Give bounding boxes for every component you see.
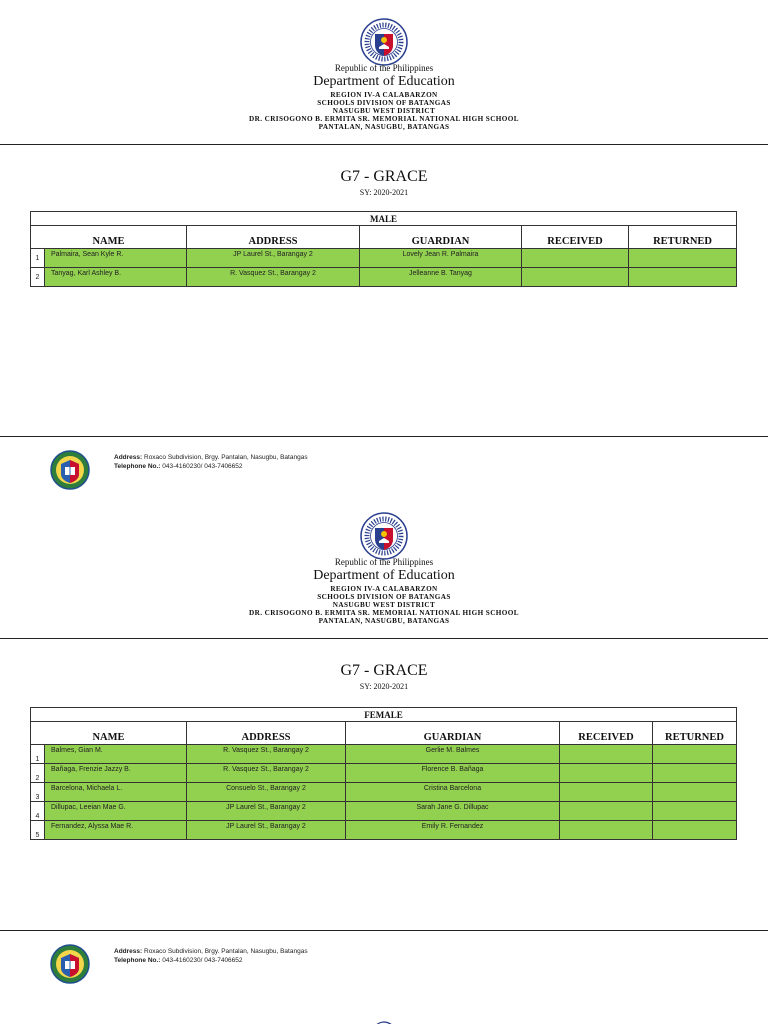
- guardian-name: Cristina Barcelona: [346, 783, 560, 802]
- section-title: G7 - GRACE: [340, 168, 428, 185]
- student-address: Consuelo St., Barangay 2: [187, 783, 346, 802]
- school-year: SY: 2020-2021: [359, 188, 409, 197]
- roster-page-male: [0, 0, 768, 500]
- row-number: 2: [31, 764, 45, 783]
- footer-address-text: Roxaco Subdivision, Brgy. Pantalan, Nasugbu, Batangas: [144, 454, 308, 461]
- header-divider: [0, 638, 768, 639]
- footer-address: [114, 454, 308, 461]
- table-row: [31, 745, 737, 764]
- next-page-seal-icon: [369, 1018, 399, 1024]
- table-row: [31, 268, 737, 287]
- guardian-name: Emily R. Fernandez: [346, 821, 560, 840]
- returned-cell: [653, 821, 737, 840]
- received-cell: [522, 268, 629, 287]
- student-name: Barcelona, Michaela L.: [45, 783, 187, 802]
- returned-cell: [653, 802, 737, 821]
- division-line: SCHOOLS DIVISION OF BATANGAS: [317, 593, 451, 601]
- male-roster-table: [30, 211, 737, 287]
- column-header-guardian: GUARDIAN: [360, 226, 522, 249]
- deped-seal-icon: [360, 18, 408, 66]
- section-title: G7 - GRACE: [340, 662, 428, 679]
- footer-address-label: Address:: [114, 454, 143, 461]
- school-line: DR. CRISOGONO B. ERMITA SR. MEMORIAL NATIONAL HIGH SCHOOL: [249, 115, 519, 123]
- division-line: SCHOOLS DIVISION OF BATANGAS: [317, 99, 451, 107]
- region-line: REGION IV-A CALABARZON: [330, 585, 438, 593]
- column-header-received: RECEIVED: [522, 226, 629, 249]
- guardian-name: Sarah Jane G. Dillupac: [346, 802, 560, 821]
- guardian-name: Florence B. Bañaga: [346, 764, 560, 783]
- department-line: Department of Education: [313, 74, 455, 89]
- footer-telephone: [114, 957, 243, 964]
- returned-cell: [653, 783, 737, 802]
- table-row: [31, 783, 737, 802]
- column-header-guardian: GUARDIAN: [346, 722, 560, 745]
- school-line: DR. CRISOGONO B. ERMITA SR. MEMORIAL NATIONAL HIGH SCHOOL: [249, 609, 519, 617]
- footer-divider: [0, 930, 768, 931]
- student-address: R. Vasquez St., Barangay 2: [187, 764, 346, 783]
- region-line: REGION IV-A CALABARZON: [330, 91, 438, 99]
- republic-line: Republic of the Philippines: [334, 557, 434, 567]
- location-line: PANTALAN, NASUGBU, BATANGAS: [318, 617, 450, 625]
- guardian-name: Jelleanne B. Tanyag: [360, 268, 522, 287]
- district-line: NASUGBU WEST DISTRICT: [332, 601, 436, 609]
- guardian-name: Gerlie M. Balmes: [346, 745, 560, 764]
- student-address: JP Laurel St., Barangay 2: [187, 802, 346, 821]
- column-header-received: RECEIVED: [560, 722, 653, 745]
- female-roster-table: [30, 707, 737, 840]
- returned-cell: [653, 745, 737, 764]
- student-name: Fernandez, Alyssa Mae R.: [45, 821, 187, 840]
- footer-address: [114, 948, 308, 955]
- column-header-returned: RETURNED: [653, 722, 737, 745]
- row-number: 4: [31, 802, 45, 821]
- received-cell: [560, 764, 653, 783]
- received-cell: [522, 249, 629, 268]
- column-header-address: ADDRESS: [187, 226, 360, 249]
- table-row: [31, 802, 737, 821]
- student-address: R. Vasquez St., Barangay 2: [187, 268, 360, 287]
- table-row: [31, 764, 737, 783]
- school-year: SY: 2020-2021: [359, 682, 409, 691]
- student-name: Tanyag, Karl Ashley B.: [45, 268, 187, 287]
- school-logo-icon: [50, 450, 90, 490]
- returned-cell: [629, 249, 737, 268]
- returned-cell: [629, 268, 737, 287]
- school-logo-icon: [50, 944, 90, 984]
- footer-telephone-label: Telephone No.:: [114, 463, 161, 470]
- table-row: [31, 249, 737, 268]
- received-cell: [560, 821, 653, 840]
- row-number: 5: [31, 821, 45, 840]
- roster-page-female: [0, 494, 768, 994]
- student-address: R. Vasquez St., Barangay 2: [187, 745, 346, 764]
- row-number: 3: [31, 783, 45, 802]
- deped-seal-icon: [360, 512, 408, 560]
- header-divider: [0, 144, 768, 145]
- gender-title: FEMALE: [31, 708, 737, 722]
- location-line: PANTALAN, NASUGBU, BATANGAS: [318, 123, 450, 131]
- footer-divider: [0, 436, 768, 437]
- student-name: Balmes, Gian M.: [45, 745, 187, 764]
- received-cell: [560, 745, 653, 764]
- received-cell: [560, 802, 653, 821]
- footer-address-label: Address:: [114, 948, 143, 955]
- department-line: Department of Education: [313, 568, 455, 583]
- footer-telephone-text: 043-4160230/ 043-7406652: [162, 463, 243, 470]
- column-header-name: NAME: [31, 226, 187, 249]
- guardian-name: Lovely Jean R. Palmaira: [360, 249, 522, 268]
- republic-line: Republic of the Philippines: [334, 63, 434, 73]
- footer-telephone: [114, 463, 243, 470]
- returned-cell: [653, 764, 737, 783]
- student-address: JP Laurel St., Barangay 2: [187, 821, 346, 840]
- row-number: 1: [31, 249, 45, 268]
- column-header-name: NAME: [31, 722, 187, 745]
- student-name: Palmaira, Sean Kyle R.: [45, 249, 187, 268]
- column-header-address: ADDRESS: [187, 722, 346, 745]
- received-cell: [560, 783, 653, 802]
- row-number: 2: [31, 268, 45, 287]
- district-line: NASUGBU WEST DISTRICT: [332, 107, 436, 115]
- footer-address-text: Roxaco Subdivision, Brgy. Pantalan, Nasugbu, Batangas: [144, 948, 308, 955]
- table-row: [31, 821, 737, 840]
- student-name: Bañaga, Frenzie Jazzy B.: [45, 764, 187, 783]
- column-header-returned: RETURNED: [629, 226, 737, 249]
- student-name: Dillupac, Leeian Mae G.: [45, 802, 187, 821]
- student-address: JP Laurel St., Barangay 2: [187, 249, 360, 268]
- footer-telephone-label: Telephone No.:: [114, 957, 161, 964]
- row-number: 1: [31, 745, 45, 764]
- footer-telephone-text: 043-4160230/ 043-7406652: [162, 957, 243, 964]
- gender-title: MALE: [31, 212, 737, 226]
